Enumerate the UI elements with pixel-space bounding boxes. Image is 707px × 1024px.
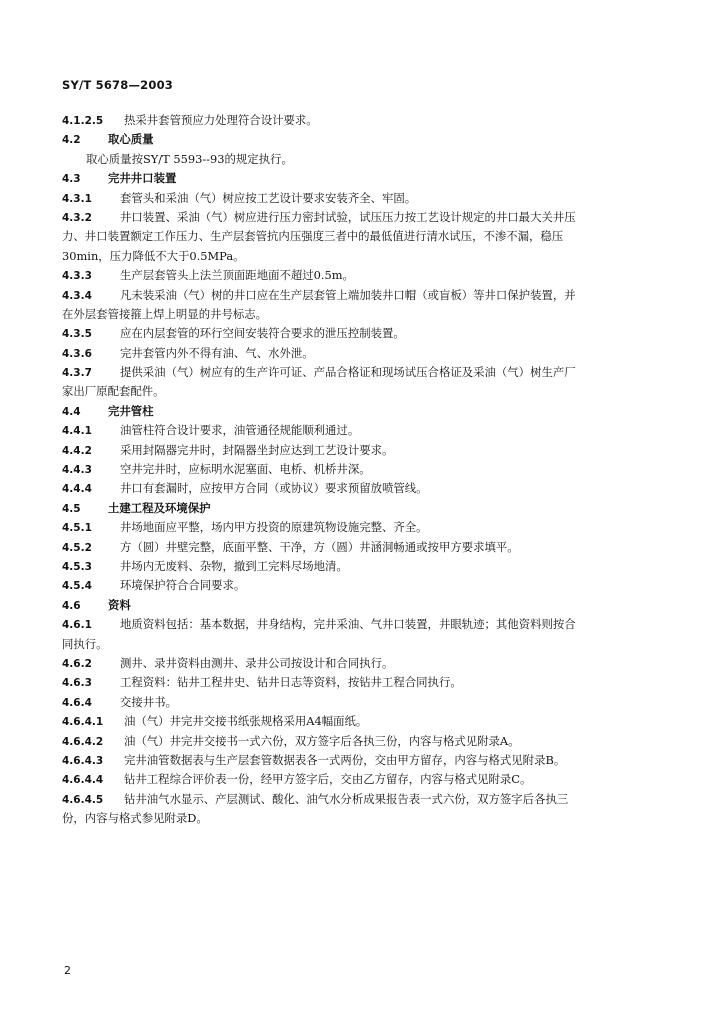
clause-number: 4.3.5 bbox=[62, 328, 92, 341]
clause-text: 凡未装采油（气）树的井口应在生产层套管上端加装井口帽（或盲板）等井口保护装置，并 bbox=[120, 287, 576, 302]
clause-number: 4.6.2 bbox=[62, 657, 92, 670]
clause-number: 4.6.3 bbox=[62, 677, 92, 690]
clause-text: 井场地面应平整，场内甲方投资的原建筑物设施完整、齐全。 bbox=[120, 520, 428, 535]
clause-number: 4.3.4 bbox=[62, 289, 92, 302]
clause-number: 4.4.4 bbox=[62, 483, 92, 496]
text-line bbox=[62, 654, 652, 673]
clause-number: 4.3 bbox=[62, 173, 81, 186]
clause-text: 完井油管数据表与生产层套管数据表各一式两份，交由甲方留存，内容与格式见附录B。 bbox=[124, 752, 566, 767]
clause-number: 4.3.6 bbox=[62, 347, 92, 360]
section-heading: 资料 bbox=[108, 597, 131, 612]
page-number: 2 bbox=[64, 964, 71, 977]
clause-text: 套管头和采油（气）树应按工艺设计要求安装齐全、牢固。 bbox=[120, 190, 417, 205]
text-line bbox=[62, 635, 652, 654]
clause-text: 采用封隔器完井时，封隔器坐封应达到工艺设计要求。 bbox=[120, 442, 394, 457]
section-heading: 完井管柱 bbox=[108, 403, 154, 418]
clause-text: 30min，压力降低不大于0.5MPa。 bbox=[62, 248, 245, 263]
text-line bbox=[62, 402, 652, 421]
clause-text: 在外层套管接箍上焊上明显的井号标志。 bbox=[62, 306, 268, 321]
text-line bbox=[62, 770, 652, 789]
clause-number: 4.4 bbox=[62, 405, 81, 418]
text-line bbox=[62, 324, 652, 343]
clause-number: 4.5.4 bbox=[62, 580, 92, 593]
clause-text: 热采井套管预应力处理符合设计要求。 bbox=[124, 113, 318, 127]
clause-text: 钻井油气水显示、产层测试、酸化、油气水分析成果报告表一式六份，双方签字后各执三 bbox=[124, 791, 569, 806]
clause-text: 钻井工程综合评价表一份，经甲方签字后，交由乙方留存，内容与格式见附录C。 bbox=[124, 772, 532, 787]
clause-text: 地质资料包括：基本数据，井身结构，完井采油、气井口装置，井眼轨迹；其他资料则按合 bbox=[120, 617, 576, 632]
text-line bbox=[62, 538, 652, 557]
clause-number: 4.3.2 bbox=[62, 211, 92, 224]
text-line bbox=[62, 518, 652, 537]
text-line bbox=[62, 305, 652, 324]
clause-number: 4.5.2 bbox=[62, 541, 92, 554]
text-line bbox=[62, 363, 652, 382]
clause-number: 4.6 bbox=[62, 599, 81, 612]
text-line bbox=[62, 150, 652, 169]
clause-number: 4.6.4 bbox=[62, 696, 92, 709]
clause-text: 取心质量按SY/T 5593--93的规定执行。 bbox=[86, 151, 293, 166]
text-line bbox=[62, 189, 652, 208]
clause-number: 4.3.3 bbox=[62, 270, 92, 283]
clause-text: 井场内无废料、杂物，撤到工完料尽场地清。 bbox=[120, 558, 348, 573]
clause-number: 4.6.4.3 bbox=[62, 754, 104, 767]
section-heading: 完井井口装置 bbox=[108, 171, 177, 186]
clause-number: 4.5.1 bbox=[62, 522, 92, 535]
clause-text: 份，内容与格式参见附录D。 bbox=[62, 811, 208, 826]
text-line bbox=[62, 751, 652, 770]
text-line bbox=[62, 596, 652, 615]
text-line bbox=[62, 130, 652, 149]
clause-text: 工程资料：钻井工程井史、钻井日志等资料，按钻井工程合同执行。 bbox=[120, 675, 462, 690]
clause-text: 力、井口装置额定工作压力、生产层套管抗内压强度三者中的最低值进行清水试压，不渗不漏，稳压 bbox=[62, 229, 564, 244]
clause-text: 空井完井时，应标明水泥塞面、电桥、机桥井深。 bbox=[120, 462, 371, 477]
text-line bbox=[62, 557, 652, 576]
clause-number: 4.4.1 bbox=[62, 425, 92, 438]
clause-text: 应在内层套管的环行空间安装符合要求的泄压控制装置。 bbox=[120, 326, 405, 341]
clause-number: 4.6.4.2 bbox=[62, 735, 104, 748]
clause-text: 井口装置、采油（气）树应进行压力密封试验，试压压力按工艺设计规定的井口最大关井压 bbox=[120, 209, 576, 224]
text-line bbox=[62, 479, 652, 498]
clause-text: 完井套管内外不得有油、气、水外泄。 bbox=[120, 345, 314, 360]
text-line bbox=[62, 421, 652, 440]
text-line bbox=[62, 615, 652, 634]
text-line bbox=[62, 673, 652, 692]
clause-text: 生产层套管头上法兰顶面距地面不超过0.5m。 bbox=[120, 268, 354, 283]
clause-number: 4.3.7 bbox=[62, 367, 92, 380]
clause-number: 4.6.4.4 bbox=[62, 774, 104, 787]
clause-text: 同执行。 bbox=[62, 636, 108, 651]
text-line bbox=[62, 111, 652, 130]
text-line bbox=[62, 286, 652, 305]
clause-number: 4.2 bbox=[62, 134, 81, 147]
text-line bbox=[62, 576, 652, 595]
document-body bbox=[62, 111, 652, 828]
text-line bbox=[62, 460, 652, 479]
clause-text: 交接井书。 bbox=[120, 694, 177, 709]
text-line bbox=[62, 208, 652, 227]
clause-text: 油管柱符合设计要求，油管通径规能顺利通过。 bbox=[120, 423, 360, 438]
clause-number: 4.5 bbox=[62, 502, 81, 515]
clause-text: 油（气）井完井交接书一式六份，双方签字后各执三份，内容与格式见附录A。 bbox=[124, 733, 520, 748]
clause-number: 4.1.2.5 bbox=[62, 115, 104, 127]
text-line bbox=[62, 382, 652, 401]
text-line bbox=[62, 266, 652, 285]
clause-text: 家出厂原配套配件。 bbox=[62, 384, 165, 399]
clause-text: 测井、录井资料由测井、录井公司按设计和合同执行。 bbox=[120, 655, 394, 670]
text-line bbox=[62, 169, 652, 188]
text-line bbox=[62, 790, 652, 809]
clause-number: 4.4.3 bbox=[62, 464, 92, 477]
clause-text: 方（圆）井壁完整，底面平整、干净，方（圆）井涵洞畅通或按甲方要求填平。 bbox=[120, 539, 519, 554]
text-line bbox=[62, 499, 652, 518]
clause-text: 环境保护符合合同要求。 bbox=[120, 578, 246, 593]
clause-number: 4.3.1 bbox=[62, 192, 92, 205]
text-line bbox=[62, 693, 652, 712]
text-line bbox=[62, 712, 652, 731]
clause-text: 井口有套漏时，应按甲方合同（或协议）要求预留放喷管线。 bbox=[120, 481, 428, 496]
clause-number: 4.6.4.5 bbox=[62, 793, 104, 806]
clause-text: 油（气）井完井交接书纸张规格采用A4幅面纸。 bbox=[124, 714, 368, 729]
section-heading: 取心质量 bbox=[108, 132, 154, 147]
clause-number: 4.6.4.1 bbox=[62, 716, 104, 729]
clause-number: 4.6.1 bbox=[62, 619, 92, 632]
clause-number: 4.5.3 bbox=[62, 560, 92, 573]
clause-number: 4.4.2 bbox=[62, 444, 92, 457]
document-code-header: SY/T 5678—2003 bbox=[62, 78, 173, 92]
section-heading: 土建工程及环境保护 bbox=[108, 500, 211, 515]
clause-text: 提供采油（气）树应有的生产许可证、产品合格证和现场试压合格证及采油（气）树生产厂 bbox=[120, 365, 576, 380]
text-line bbox=[62, 732, 652, 751]
text-line bbox=[62, 227, 652, 246]
text-line bbox=[62, 809, 652, 828]
text-line bbox=[62, 441, 652, 460]
text-line bbox=[62, 247, 652, 266]
text-line bbox=[62, 344, 652, 363]
